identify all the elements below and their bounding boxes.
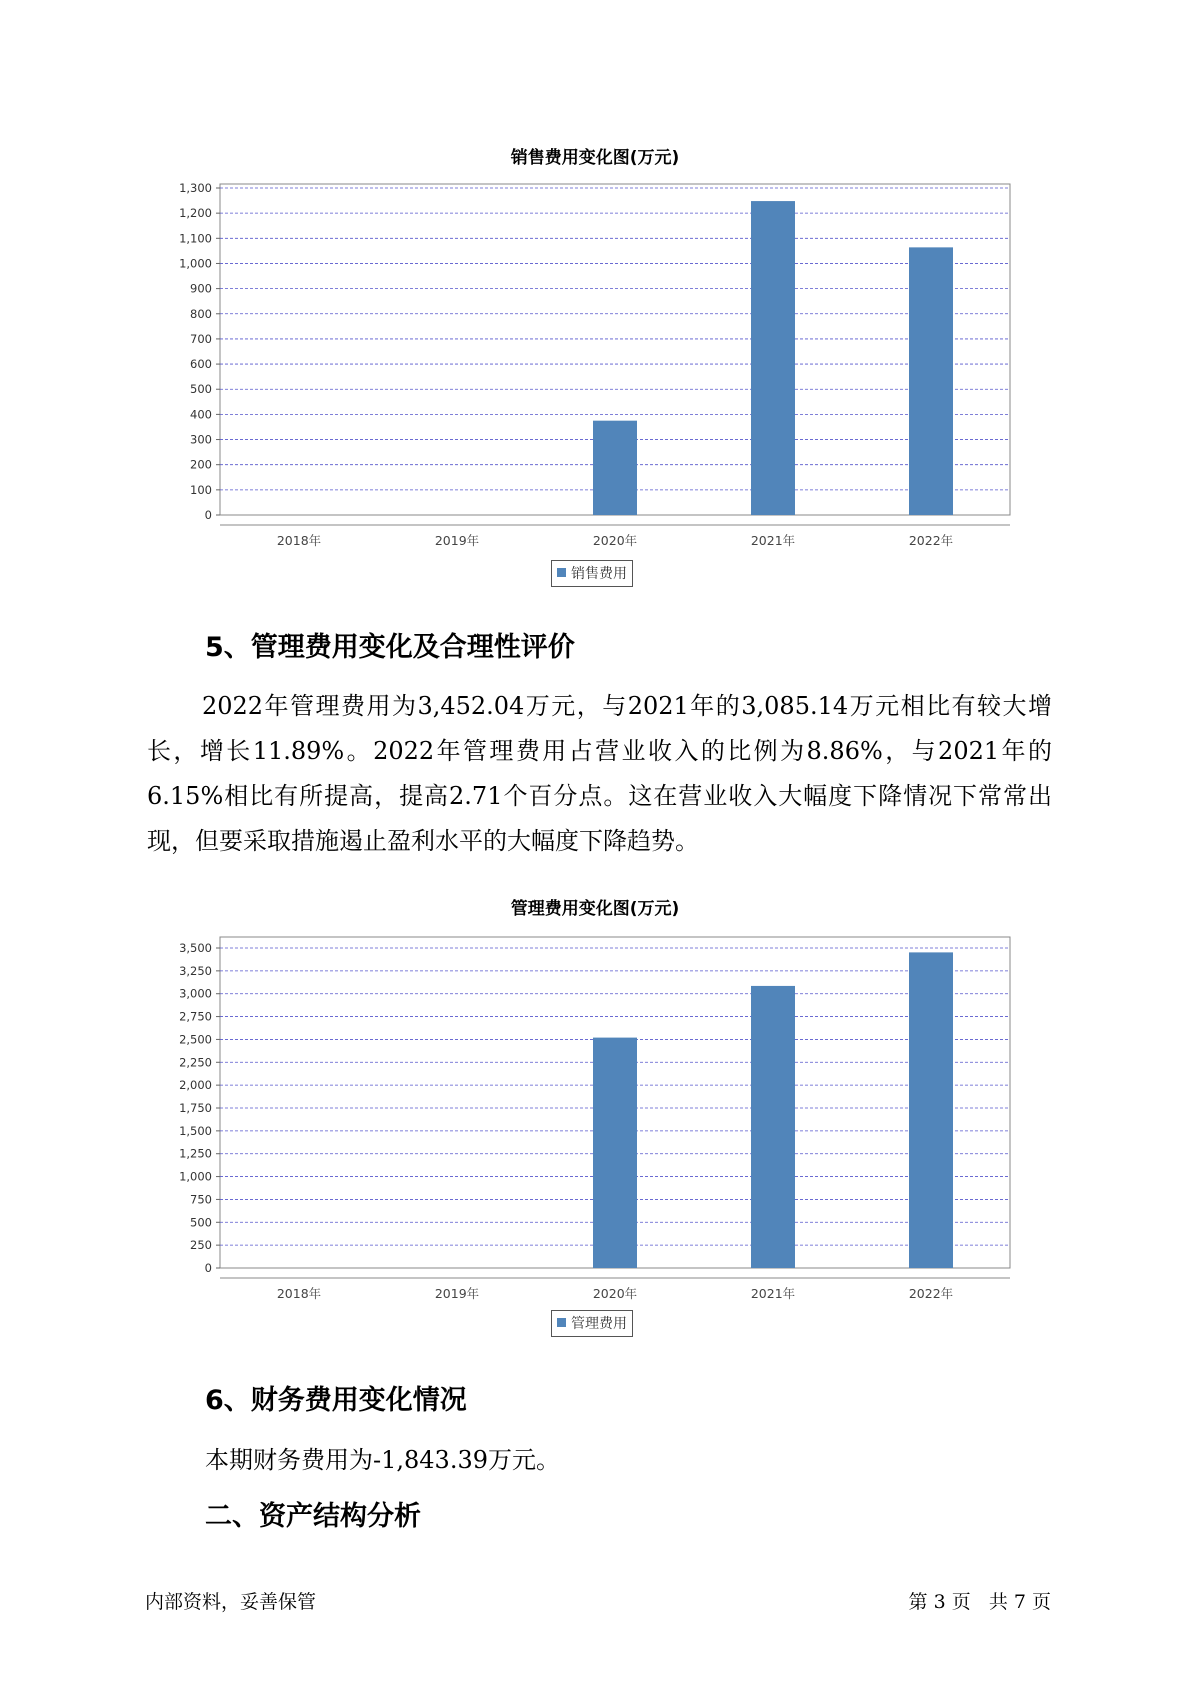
- x-category-label: 2022年: [908, 533, 954, 548]
- section-6-text: 本期财务费用为-1,843.39万元。: [205, 1446, 560, 1474]
- y-tick-label: 900: [190, 281, 212, 296]
- y-tick-label: 100: [190, 482, 212, 497]
- y-tick-label: 1,500: [179, 1123, 212, 1138]
- y-tick-label: 400: [190, 407, 212, 422]
- y-tick-label: 600: [190, 357, 212, 372]
- y-tick-label: 500: [190, 1215, 212, 1230]
- x-category-label: 2020年: [592, 533, 638, 548]
- bar-2022年: [909, 952, 953, 1268]
- legend-swatch: [557, 1318, 566, 1327]
- y-tick-label: 0: [204, 1261, 212, 1275]
- y-tick-label: 1,000: [179, 1169, 212, 1184]
- y-tick-label: 2,750: [179, 1009, 212, 1024]
- y-tick-label: 800: [190, 306, 212, 321]
- x-category-label: 2021年: [750, 1286, 796, 1301]
- section-5-paragraph-text: 2022年管理费用为3,452.04万元，与2021年的3,085.14万元相比有较大增长，增长11.89%。2022年管理费用占营业收入的比例为8.86%，与2021年的6.15%相比有所提高，提高2.71个百分点。这在营业收入大幅度下降情况下常常出现，但要采取措施遏止盈利水平的大幅度下降趋势。: [147, 692, 1052, 855]
- legend-label: 销售费用: [571, 566, 627, 582]
- y-tick-label: 200: [190, 457, 212, 472]
- section-5-heading: 5、管理费用变化及合理性评价: [205, 632, 575, 663]
- y-tick-label: 3,250: [179, 963, 212, 978]
- y-tick-label: 3,000: [179, 986, 212, 1001]
- admin-expense-legend: [551, 1310, 633, 1337]
- footer-confidential: 内部资料，妥善保管: [145, 1591, 317, 1613]
- y-tick-label: 300: [190, 432, 212, 447]
- y-tick-label: 1,300: [179, 181, 212, 195]
- section-6-heading: 6、财务费用变化情况: [205, 1385, 467, 1416]
- footer-page-number: 第 3 页 共 7 页: [908, 1591, 1051, 1613]
- x-category-label: 2019年: [434, 1286, 480, 1301]
- x-category-label: 2020年: [592, 1286, 638, 1301]
- bar-2020年: [593, 1038, 637, 1268]
- sales-expense-chart-title: 销售费用变化图(万元): [510, 148, 680, 168]
- bar-2021年: [751, 986, 795, 1268]
- y-tick-label: 1,200: [179, 206, 212, 221]
- y-tick-label: 2,000: [179, 1078, 212, 1093]
- x-category-label: 2018年: [276, 533, 322, 548]
- y-tick-label: 700: [190, 331, 212, 346]
- y-tick-label: 2,500: [179, 1032, 212, 1047]
- legend-label: 管理费用: [571, 1316, 627, 1332]
- x-category-label: 2019年: [434, 533, 480, 548]
- y-tick-label: 750: [190, 1192, 212, 1207]
- y-tick-label: 3,500: [179, 941, 212, 955]
- x-category-label: 2022年: [908, 1286, 954, 1301]
- y-tick-label: 2,250: [179, 1055, 212, 1070]
- y-tick-label: 1,250: [179, 1146, 212, 1161]
- y-tick-label: 1,100: [179, 231, 212, 246]
- y-tick-label: 500: [190, 382, 212, 397]
- x-category-label: 2021年: [750, 533, 796, 548]
- y-tick-label: 1,750: [179, 1101, 212, 1115]
- y-tick-label: 250: [190, 1238, 212, 1253]
- y-tick-label: 0: [204, 508, 212, 522]
- section-two-heading: 二、资产结构分析: [205, 1501, 421, 1532]
- y-tick-label: 1,000: [179, 256, 212, 271]
- admin-expense-chart-title: 管理费用变化图(万元): [510, 899, 680, 919]
- x-category-label: 2018年: [276, 1286, 322, 1301]
